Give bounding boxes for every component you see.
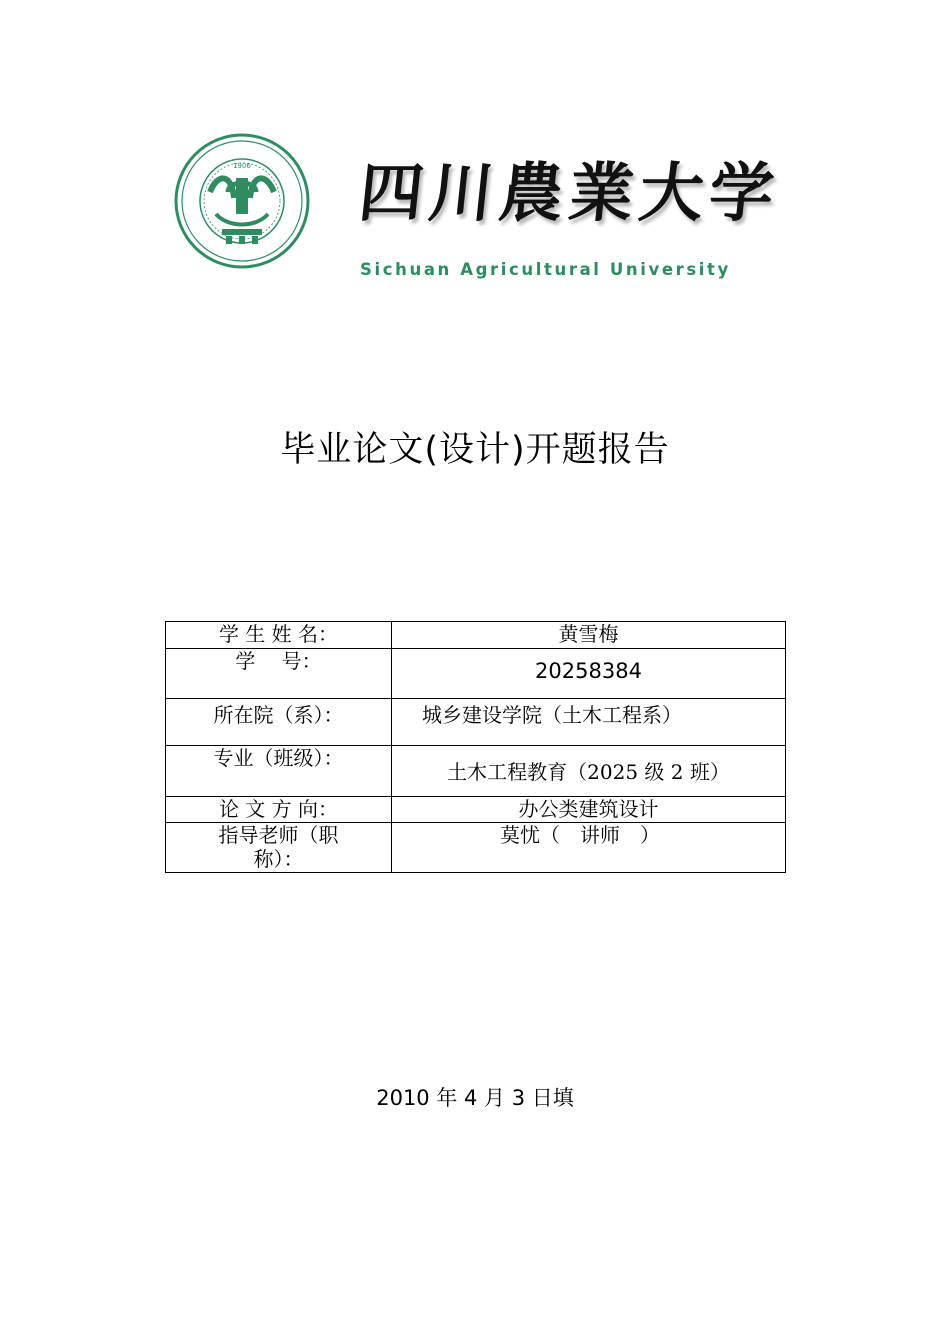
page-title: 毕业论文(设计)开题报告 <box>280 430 670 470</box>
value-student-name: 黄雪梅 <box>392 622 786 649</box>
label-advisor: 指导老师（职称）： <box>166 823 392 873</box>
university-seal-icon <box>170 132 316 270</box>
value-major: 土木工程教育（2025 级 2 班） <box>392 746 786 797</box>
value-thesis-direction: 办公类建筑设计 <box>392 797 786 823</box>
university-wordmark <box>355 142 800 279</box>
university-name-cn: 四川農業大学 <box>355 156 784 231</box>
fill-date: 2010 年 4 月 3 日填 <box>376 1086 574 1110</box>
label-student-id: 学 号： <box>166 649 392 699</box>
table-row-thesis-direction <box>166 797 786 823</box>
seal-year: 1906 <box>233 162 251 170</box>
table-row-student-id <box>166 649 786 699</box>
label-major: 专业（班级）： <box>166 746 392 797</box>
university-header <box>170 132 800 282</box>
label-thesis-direction: 论 文 方 向： <box>166 797 392 823</box>
university-name-en: Sichuan Agricultural University <box>360 260 731 279</box>
table-row-department <box>166 699 786 746</box>
label-student-name: 学 生 姓 名： <box>166 622 392 649</box>
student-info-table <box>165 621 786 873</box>
table-row-advisor <box>166 823 786 873</box>
value-department: 城乡建设学院（土木工程系） <box>392 699 786 746</box>
value-student-id: 20258384 <box>392 649 786 699</box>
value-advisor: 莫忧（ 讲师 ） <box>392 823 786 873</box>
label-department: 所在院（系）： <box>166 699 392 746</box>
table-row-major <box>166 746 786 797</box>
table-row-student-name <box>166 622 786 649</box>
